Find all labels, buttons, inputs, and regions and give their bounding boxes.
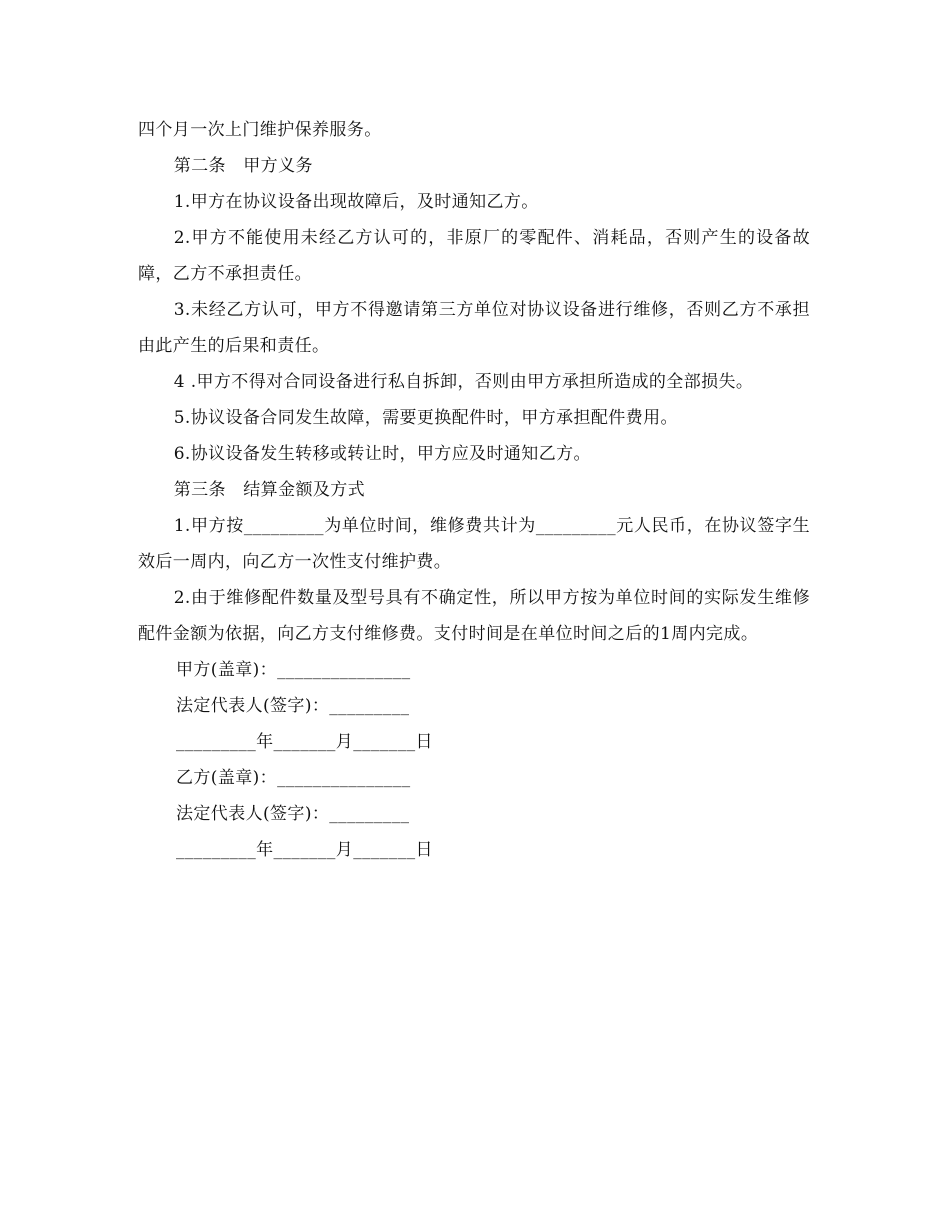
- article-2-item-2: 2.甲方不能使用未经乙方认可的，非原厂的零配件、消耗品，否则产生的设备故障，乙方不承担责任。: [138, 228, 810, 284]
- article-2-item-3: 3.未经乙方认可，甲方不得邀请第三方单位对协议设备进行维修，否则乙方不承担由此产生的后果和责任。: [138, 300, 810, 356]
- article-2-item-1: 1.甲方在协议设备出现故障后，及时通知乙方。: [173, 192, 539, 212]
- article-3-item-1: 1.甲方按_________为单位时间，维修费共计为_________元人民币，在协议签字生效后一周内，向乙方一次性支付维护费。: [138, 516, 810, 572]
- paragraph-continuation: 四个月一次上门维护保养服务。: [138, 120, 382, 140]
- article-2-item-6: 6.协议设备发生转移或转让时，甲方应及时通知乙方。: [173, 444, 591, 464]
- party-b-date-line: _________年_______月_______日: [176, 840, 433, 860]
- party-b-representative-line: 法定代表人(签字)：_________: [176, 804, 410, 824]
- article-2-heading: 第二条 甲方义务: [173, 156, 313, 176]
- party-b-seal-line: 乙方(盖章)：_______________: [176, 768, 411, 788]
- article-2-item-5: 5.协议设备合同发生故障，需要更换配件时，甲方承担配件费用。: [173, 408, 678, 428]
- article-3-heading: 第三条 结算金额及方式: [173, 480, 366, 500]
- party-a-date-line: _________年_______月_______日: [176, 732, 433, 752]
- article-2-item-4: 4 .甲方不得对合同设备进行私自拆卸，否则由甲方承担所造成的全部损失。: [173, 372, 754, 392]
- party-a-seal-line: 甲方(盖章)：_______________: [176, 660, 411, 680]
- party-a-representative-line: 法定代表人(签字)：_________: [176, 696, 410, 716]
- article-3-item-2: 2.由于维修配件数量及型号具有不确定性，所以甲方按为单位时间的实际发生维修配件金额为依据，向乙方支付维修费。支付时间是在单位时间之后的1周内完成。: [138, 588, 810, 644]
- document-body: [138, 112, 810, 868]
